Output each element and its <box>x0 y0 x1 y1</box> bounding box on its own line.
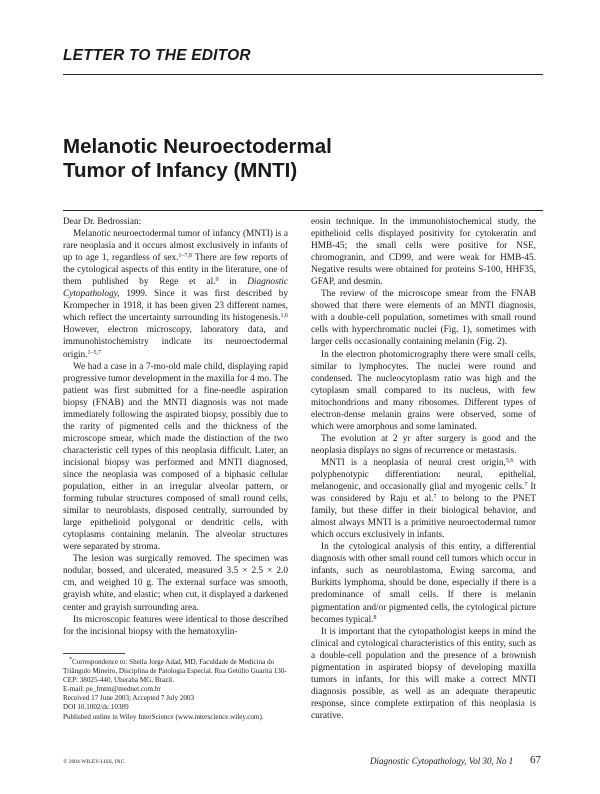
article-title <box>63 135 543 183</box>
citation: 5,6 <box>505 457 514 464</box>
paragraph <box>63 228 288 361</box>
text-run: with polyphenotypic differentiation: neural, epithelial, melanogenic, and occasionally glial and myogenic cells. <box>311 457 536 493</box>
left-column <box>63 216 288 638</box>
citation: 7 <box>433 494 437 501</box>
paragraph: It is important that the cytopathologist keeps in mind the clinical and cytological characteristics of this entity, such as a double-cell population and the presence of a brownish pigmentation in aspirated biopsy of developing maxilla tumors in infants, for this will make a correct MNTI diagnosis possible, as well as an adequate therapeutic response, since complete extirpation of this neoplasia is curative. <box>311 626 536 721</box>
citation: 9 <box>215 277 219 284</box>
paragraph: The review of the microscope smear from the FNAB showed that there were elements of an MNTI diagnosis, with a double-cell population, sometimes with small round cells with hyperchromatic nuclei (Fig. 1), sometimes with larger cells occasionally containing melanin (Fig. 2). <box>311 289 536 348</box>
published-online: Published online in Wiley InterScience (www.interscience.wiley.com). <box>63 712 264 721</box>
text-run: There are few reports of the cytological aspects of this entity in the literature, one of them published by Rege et al. <box>63 253 288 288</box>
text-run: In the cytological analysis of this entity, a differential diagnosis with other small round cell tumors which occur in infants, such as neuroblastoma, Ewing sarcoma, and Burkitts lymphoma, should be done, especially if there is a predominance of small cells. If there is melanin pigmentation and/or pigmented cells, the cytological picture becomes typical. <box>311 542 536 625</box>
text-run: MNTI is a neoplasia of neural crest origin, <box>321 457 506 468</box>
text-run: However, electron microscopy, laboratory data, and immunohistochemistry indicate its neuroectodermal origin. <box>63 325 288 360</box>
citation: 8 <box>373 614 377 621</box>
doi: DOI 10.1002/dc.10389 <box>63 703 129 712</box>
paragraph: In the electron photomicrography there were small cells, similar to lymphocytes. The nuclei were round and condensed. The nucleocytoplasm ratio was high and the cytoplasm small compared to its nucleus, with few mitochondrions and many ribosomes. Different types of electron-dense melanin grains were observed, some of which were amorphous and some laminated. <box>311 349 536 432</box>
text-run: in <box>218 277 248 288</box>
citation: 1,6 <box>280 313 288 320</box>
journal-footer: Diagnostic Cytopathology, Vol 30, No 1 <box>370 756 514 766</box>
text-run: 1999. Since it was first described by Krompecher in 1918, it has been given 23 different names, which reflect the uncertainty surrounding its histogenesis. <box>63 289 288 324</box>
citation: 1–5,7 <box>87 349 102 356</box>
text-run: to belong to the PNET family, but these differ in their biological behavior, and almost always MNTI is a primitive neuroectodermal tumor which occurs exclusively in infants. <box>311 494 536 541</box>
section-label: LETTER TO THE EDITOR <box>63 47 251 64</box>
correspondence <box>63 658 293 685</box>
footnote-rule <box>63 653 125 654</box>
footnote <box>63 658 293 722</box>
title-line-2: Tumor of Infancy (MNTI) <box>63 159 298 182</box>
text-run: It was considered by Raju et al. <box>311 482 537 505</box>
salutation: Dear Dr. Bedrossian: <box>63 217 142 227</box>
title-line-1: Melanotic Neuroectodermal <box>63 135 332 158</box>
paragraph: eosin technique. In the immunohistochemical study, the epithelioid cells displayed positivity for cytokeratin and HMB-45; the small cells were positive for NSE, chromogranin, and CD99, and were weak for HMB-45. Negative results were obtained for proteins S-100, HHF35, GFAP, and desmin. <box>311 217 536 288</box>
right-column <box>311 216 536 722</box>
citation: 7 <box>524 482 528 489</box>
email: E-mail: pe_fmtm@mednet.com.br <box>63 685 161 694</box>
copyright: © 2004 WILEY-LISS, INC. <box>63 759 126 765</box>
title-rule <box>63 210 543 211</box>
paragraph <box>311 541 536 625</box>
received-date: Received 17 June 2003; Accepted 7 July 2003 <box>63 694 195 703</box>
text-run: Correspondence to: Sheila Jorge Adad, MD, Faculdade de Medicina do Triângulo Mineiro, Disciplina de Patologia Especial. Rua Getúlio Guaritá 130-CEP: 38025-440, Uberaba MG, Brazil. <box>63 658 287 685</box>
paragraph: The evolution at 2 yr after surgery is good and the neoplasia displays no signs of recurrence or metastasis. <box>311 433 536 456</box>
text-run: Melanotic neuroectodermal tumor of infancy (MNTI) is a rare neoplasia and it occurs almost exclusively in infants of up to age 1, regardless of sex. <box>63 229 288 264</box>
header-rule <box>63 74 543 75</box>
page-number: 67 <box>530 754 541 766</box>
journal-name: Diagnostic Cytopathology, <box>63 277 288 300</box>
paragraph: The lesion was surgically removed. The specimen was nodular, bossed, and ulcerated, measured 3.5 × 2.5 × 2.0 cm, and weighed 10 g. The external surface was smooth, grayish white, and elastic; when cut, it displayed a darkened center and grayish surrounding area. <box>63 554 288 613</box>
citation: 1–7,8 <box>178 253 192 260</box>
paragraph: Its microscopic features were identical to those described for the incisional biopsy with the hematoxylin- <box>63 614 288 637</box>
paragraph: We had a case in a 7-mo-old male child, displaying rapid progressive tumor development in the maxilla for 4 mo. The patient was first submitted for a fine-needle aspiration biopsy (FNAB) and the MNTI diagnosis was not made immediately following the aspirated biopsy, possibly due to the rarity of pigmented cells and the thickness of the microscope smear, which made the distinction of the two characteristic cell types of this neoplasia difficult. Later, an incisional biopsy was performed and MNTI diagnosed, since the neoplasia was composed of a biphasic cellular population, either in an irregular alveolar pattern, or forming tubular structures composed of small round cells, similar to neuroblasts, disposed centrally, surrounded by large epithelioid polygonal or dendritic cells, with cytoplasms containing melanin. The alveolar structures were separated by stroma. <box>63 361 288 553</box>
paragraph <box>311 457 536 541</box>
footnote-marker: * <box>69 657 72 663</box>
